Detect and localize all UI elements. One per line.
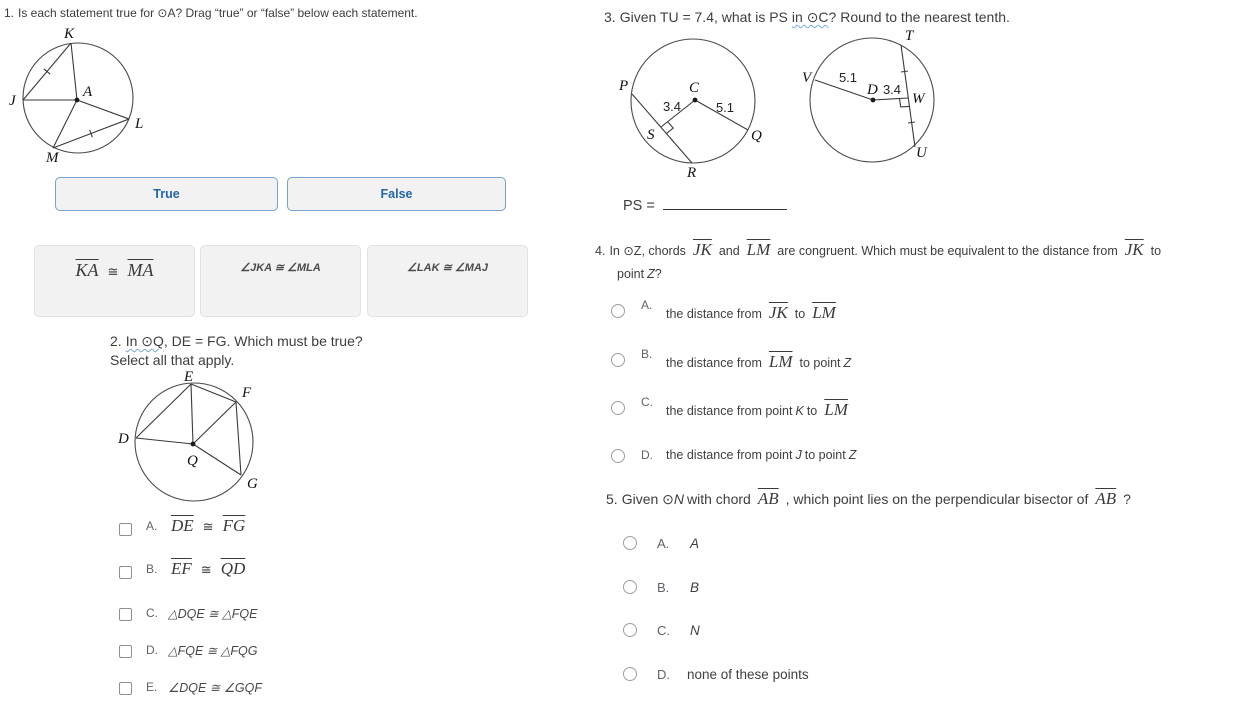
length-CS: 3.4 bbox=[662, 99, 682, 114]
point-label-W: W bbox=[912, 91, 925, 107]
congruent-symbol: ≅ bbox=[202, 519, 214, 534]
point-Z: Z bbox=[848, 448, 857, 462]
center-point-Q bbox=[191, 442, 196, 447]
chord-AB: $\overline{AB}$ bbox=[757, 489, 779, 508]
point-label-P: P bbox=[619, 78, 629, 94]
q3-prompt-t1: Given TU = 7.4, what is PS bbox=[619, 9, 788, 25]
q5-option-a bbox=[623, 536, 1023, 556]
point-label-J: J bbox=[9, 93, 16, 109]
option-letter: A. bbox=[641, 298, 653, 312]
true-button-label: True bbox=[153, 187, 180, 201]
point-label-M: M bbox=[46, 150, 59, 166]
text: to point bbox=[804, 448, 846, 462]
chord-LM: $\overline{LM}$ bbox=[768, 352, 793, 371]
q5-option-c bbox=[623, 623, 1023, 643]
point-J: J bbox=[795, 448, 802, 462]
chord-AB: $\overline{AB}$ bbox=[1095, 489, 1117, 508]
radio-button[interactable] bbox=[611, 304, 625, 318]
radio-button[interactable] bbox=[611, 353, 625, 367]
radio-button[interactable] bbox=[623, 623, 637, 637]
point-label-T: T bbox=[905, 28, 914, 44]
text: to bbox=[806, 404, 818, 418]
q3-answer-row bbox=[623, 195, 787, 214]
option-statement: ∠DQE ≅ ∠GQF bbox=[168, 681, 263, 695]
center-point-C bbox=[693, 98, 698, 103]
text: to point bbox=[799, 356, 841, 370]
option-text bbox=[666, 303, 843, 323]
option-letter: E. bbox=[146, 680, 158, 694]
point-label-Q: Q bbox=[751, 128, 762, 144]
option-text: A bbox=[690, 536, 700, 551]
q4-title-line2 bbox=[617, 267, 662, 281]
q4-option-d bbox=[611, 446, 1031, 468]
option-letter: A. bbox=[657, 536, 670, 551]
q2-circle-diagram bbox=[104, 370, 269, 512]
option-text bbox=[666, 400, 855, 420]
false-button[interactable] bbox=[287, 177, 506, 211]
card2-statement: ∠JKA ≅ ∠MLA bbox=[240, 262, 321, 274]
length-CQ: 5.1 bbox=[715, 100, 735, 115]
point-label-U: U bbox=[916, 145, 927, 161]
point-label-K: K bbox=[64, 27, 75, 42]
point-label-F: F bbox=[242, 385, 252, 401]
option-letter: A. bbox=[146, 519, 158, 533]
point-label-L: L bbox=[135, 116, 144, 132]
point-K: K bbox=[795, 404, 804, 418]
q4-t1: In ⊙Z, chords bbox=[609, 244, 686, 258]
q2-prompt-line2: Select all that apply. bbox=[110, 352, 235, 368]
option-letter: B. bbox=[641, 347, 653, 361]
q5-t2: with chord bbox=[687, 491, 751, 507]
q4-l2-t2: ? bbox=[654, 267, 662, 281]
q1-number: 1. bbox=[4, 6, 15, 20]
option-letter: D. bbox=[641, 448, 653, 462]
radio-button[interactable] bbox=[611, 401, 625, 415]
text: the distance from bbox=[666, 307, 762, 321]
right-angle-mark bbox=[900, 99, 910, 107]
text: the distance from bbox=[666, 356, 762, 370]
q4-option-c bbox=[611, 392, 1031, 424]
radio-button[interactable] bbox=[623, 536, 637, 550]
q1-prompt: Is each statement true for ⊙A? Drag “true” or “false” below each statement. bbox=[18, 6, 418, 20]
q3-prompt-t2: ? Round to the nearest tenth. bbox=[828, 9, 1010, 25]
q4-number: 4. bbox=[595, 244, 606, 258]
option-letter: D. bbox=[146, 643, 158, 657]
chord-JK: $\overline{JK}$ bbox=[768, 303, 788, 322]
point-label-G: G bbox=[247, 476, 258, 492]
option-letter: D. bbox=[657, 667, 670, 682]
q1-title bbox=[4, 6, 418, 21]
text: the distance from point bbox=[666, 404, 793, 418]
q2-option-a bbox=[119, 516, 419, 544]
checkbox[interactable] bbox=[119, 645, 132, 658]
math-lhs: $\overline{EF}$ bbox=[171, 559, 192, 578]
q3-circle-D-diagram bbox=[800, 26, 950, 174]
q5-number: 5. bbox=[606, 491, 618, 507]
point-label-R: R bbox=[687, 165, 697, 181]
card1-rhs: $\overline{MA}$ bbox=[127, 260, 154, 280]
q2-option-e bbox=[119, 679, 419, 699]
option-text: none of these points bbox=[687, 667, 809, 682]
statement-card-2[interactable] bbox=[200, 245, 361, 317]
text: to bbox=[794, 307, 806, 321]
point-label-A: A bbox=[83, 84, 93, 100]
math-rhs: $\overline{QD}$ bbox=[220, 559, 246, 578]
point-label-C: C bbox=[689, 80, 700, 96]
q3-number: 3. bbox=[604, 9, 616, 25]
math-lhs: $\overline{DE}$ bbox=[171, 516, 194, 535]
q4-l2-t1: point bbox=[617, 267, 645, 281]
point-label-S: S bbox=[647, 127, 655, 143]
q4-t2: and bbox=[718, 244, 740, 258]
option-letter: C. bbox=[641, 395, 653, 409]
length-DW: 3.4 bbox=[882, 82, 902, 97]
option-text bbox=[666, 352, 854, 372]
chord-LM: $\overline{LM}$ bbox=[746, 240, 771, 259]
checkbox[interactable] bbox=[119, 523, 132, 536]
point-Z: Z bbox=[843, 356, 852, 370]
statement-card-3[interactable] bbox=[367, 245, 528, 317]
card3-statement: ∠LAK ≅ ∠MAJ bbox=[407, 262, 488, 274]
card1-lhs: $\overline{KA}$ bbox=[75, 260, 99, 280]
option-text bbox=[666, 448, 859, 462]
q2-number: 2. bbox=[110, 333, 122, 349]
false-button-label: False bbox=[380, 187, 413, 201]
q2-title bbox=[110, 332, 363, 370]
text: the distance from point bbox=[666, 448, 793, 462]
point-label-D: D bbox=[867, 82, 878, 98]
q5-title bbox=[606, 489, 1131, 509]
q2-prompt-rest: , DE = FG. Which must be true? bbox=[163, 333, 363, 349]
option-statement bbox=[168, 516, 248, 536]
point-Z: Z bbox=[647, 267, 655, 281]
point-label-D: D bbox=[118, 431, 129, 447]
q4-option-b bbox=[611, 344, 1031, 376]
checkbox[interactable] bbox=[119, 608, 132, 621]
length-VD: 5.1 bbox=[838, 70, 858, 85]
q4-title-line1 bbox=[595, 240, 1161, 260]
congruent-symbol: ≅ bbox=[107, 264, 119, 279]
q3-answer-blank[interactable] bbox=[663, 195, 787, 210]
q2-option-b bbox=[119, 559, 419, 587]
q1-circle-diagram bbox=[6, 27, 156, 167]
option-statement bbox=[168, 559, 248, 579]
option-letter: B. bbox=[657, 580, 670, 595]
q4-t4: to bbox=[1150, 244, 1162, 258]
checkbox[interactable] bbox=[119, 566, 132, 579]
q5-option-d bbox=[623, 667, 1023, 687]
q5-t4: ? bbox=[1123, 491, 1131, 507]
math-rhs: $\overline{FG}$ bbox=[222, 516, 246, 535]
center-point-A bbox=[75, 98, 80, 103]
right-angle-mark bbox=[667, 122, 674, 134]
q2-prompt-underlined: In ⊙Q bbox=[125, 333, 164, 349]
q3-answer-label: PS = bbox=[623, 198, 655, 214]
radio-button[interactable] bbox=[611, 449, 625, 463]
chord-JK: $\overline{JK}$ bbox=[692, 240, 712, 259]
point-label-E: E bbox=[184, 370, 194, 385]
q3-title bbox=[604, 8, 1010, 27]
q3-circle-C-diagram bbox=[613, 27, 778, 182]
q3-prompt-underlined: in ⊙C bbox=[791, 9, 829, 25]
option-letter: B. bbox=[146, 562, 158, 576]
checkbox[interactable] bbox=[119, 682, 132, 695]
q4-t3: are congruent. Which must be equivalent to the distance from bbox=[777, 244, 1118, 258]
q2-option-c bbox=[119, 605, 419, 625]
option-text: B bbox=[690, 580, 700, 595]
point-label-V: V bbox=[802, 70, 812, 86]
q5-t3: , which point lies on the perpendicular bisector of bbox=[785, 491, 1089, 507]
center-point-D bbox=[871, 98, 876, 103]
true-button[interactable] bbox=[55, 177, 278, 211]
statement-card-1[interactable] bbox=[34, 245, 195, 317]
option-letter: C. bbox=[146, 606, 158, 620]
q5-option-b bbox=[623, 580, 1023, 600]
option-letter: C. bbox=[657, 623, 670, 638]
congruent-symbol: ≅ bbox=[200, 562, 212, 577]
chord-JK: $\overline{JK}$ bbox=[1124, 240, 1144, 259]
q5-t1: Given ⊙ bbox=[621, 491, 674, 507]
chord-LM: $\overline{LM}$ bbox=[812, 303, 836, 322]
option-statement: △FQE ≅ △FQG bbox=[168, 644, 258, 658]
radio-button[interactable] bbox=[623, 667, 637, 681]
segment-DW bbox=[873, 98, 908, 100]
q4-option-a bbox=[611, 295, 1031, 327]
option-statement: △DQE ≅ △FQE bbox=[168, 607, 258, 621]
radio-button[interactable] bbox=[623, 580, 637, 594]
point-label-Q: Q bbox=[187, 453, 198, 469]
option-text: N bbox=[690, 623, 700, 638]
chord-LM: $\overline{LM}$ bbox=[824, 400, 848, 419]
point-N: N bbox=[673, 491, 685, 507]
q2-option-d bbox=[119, 642, 419, 662]
